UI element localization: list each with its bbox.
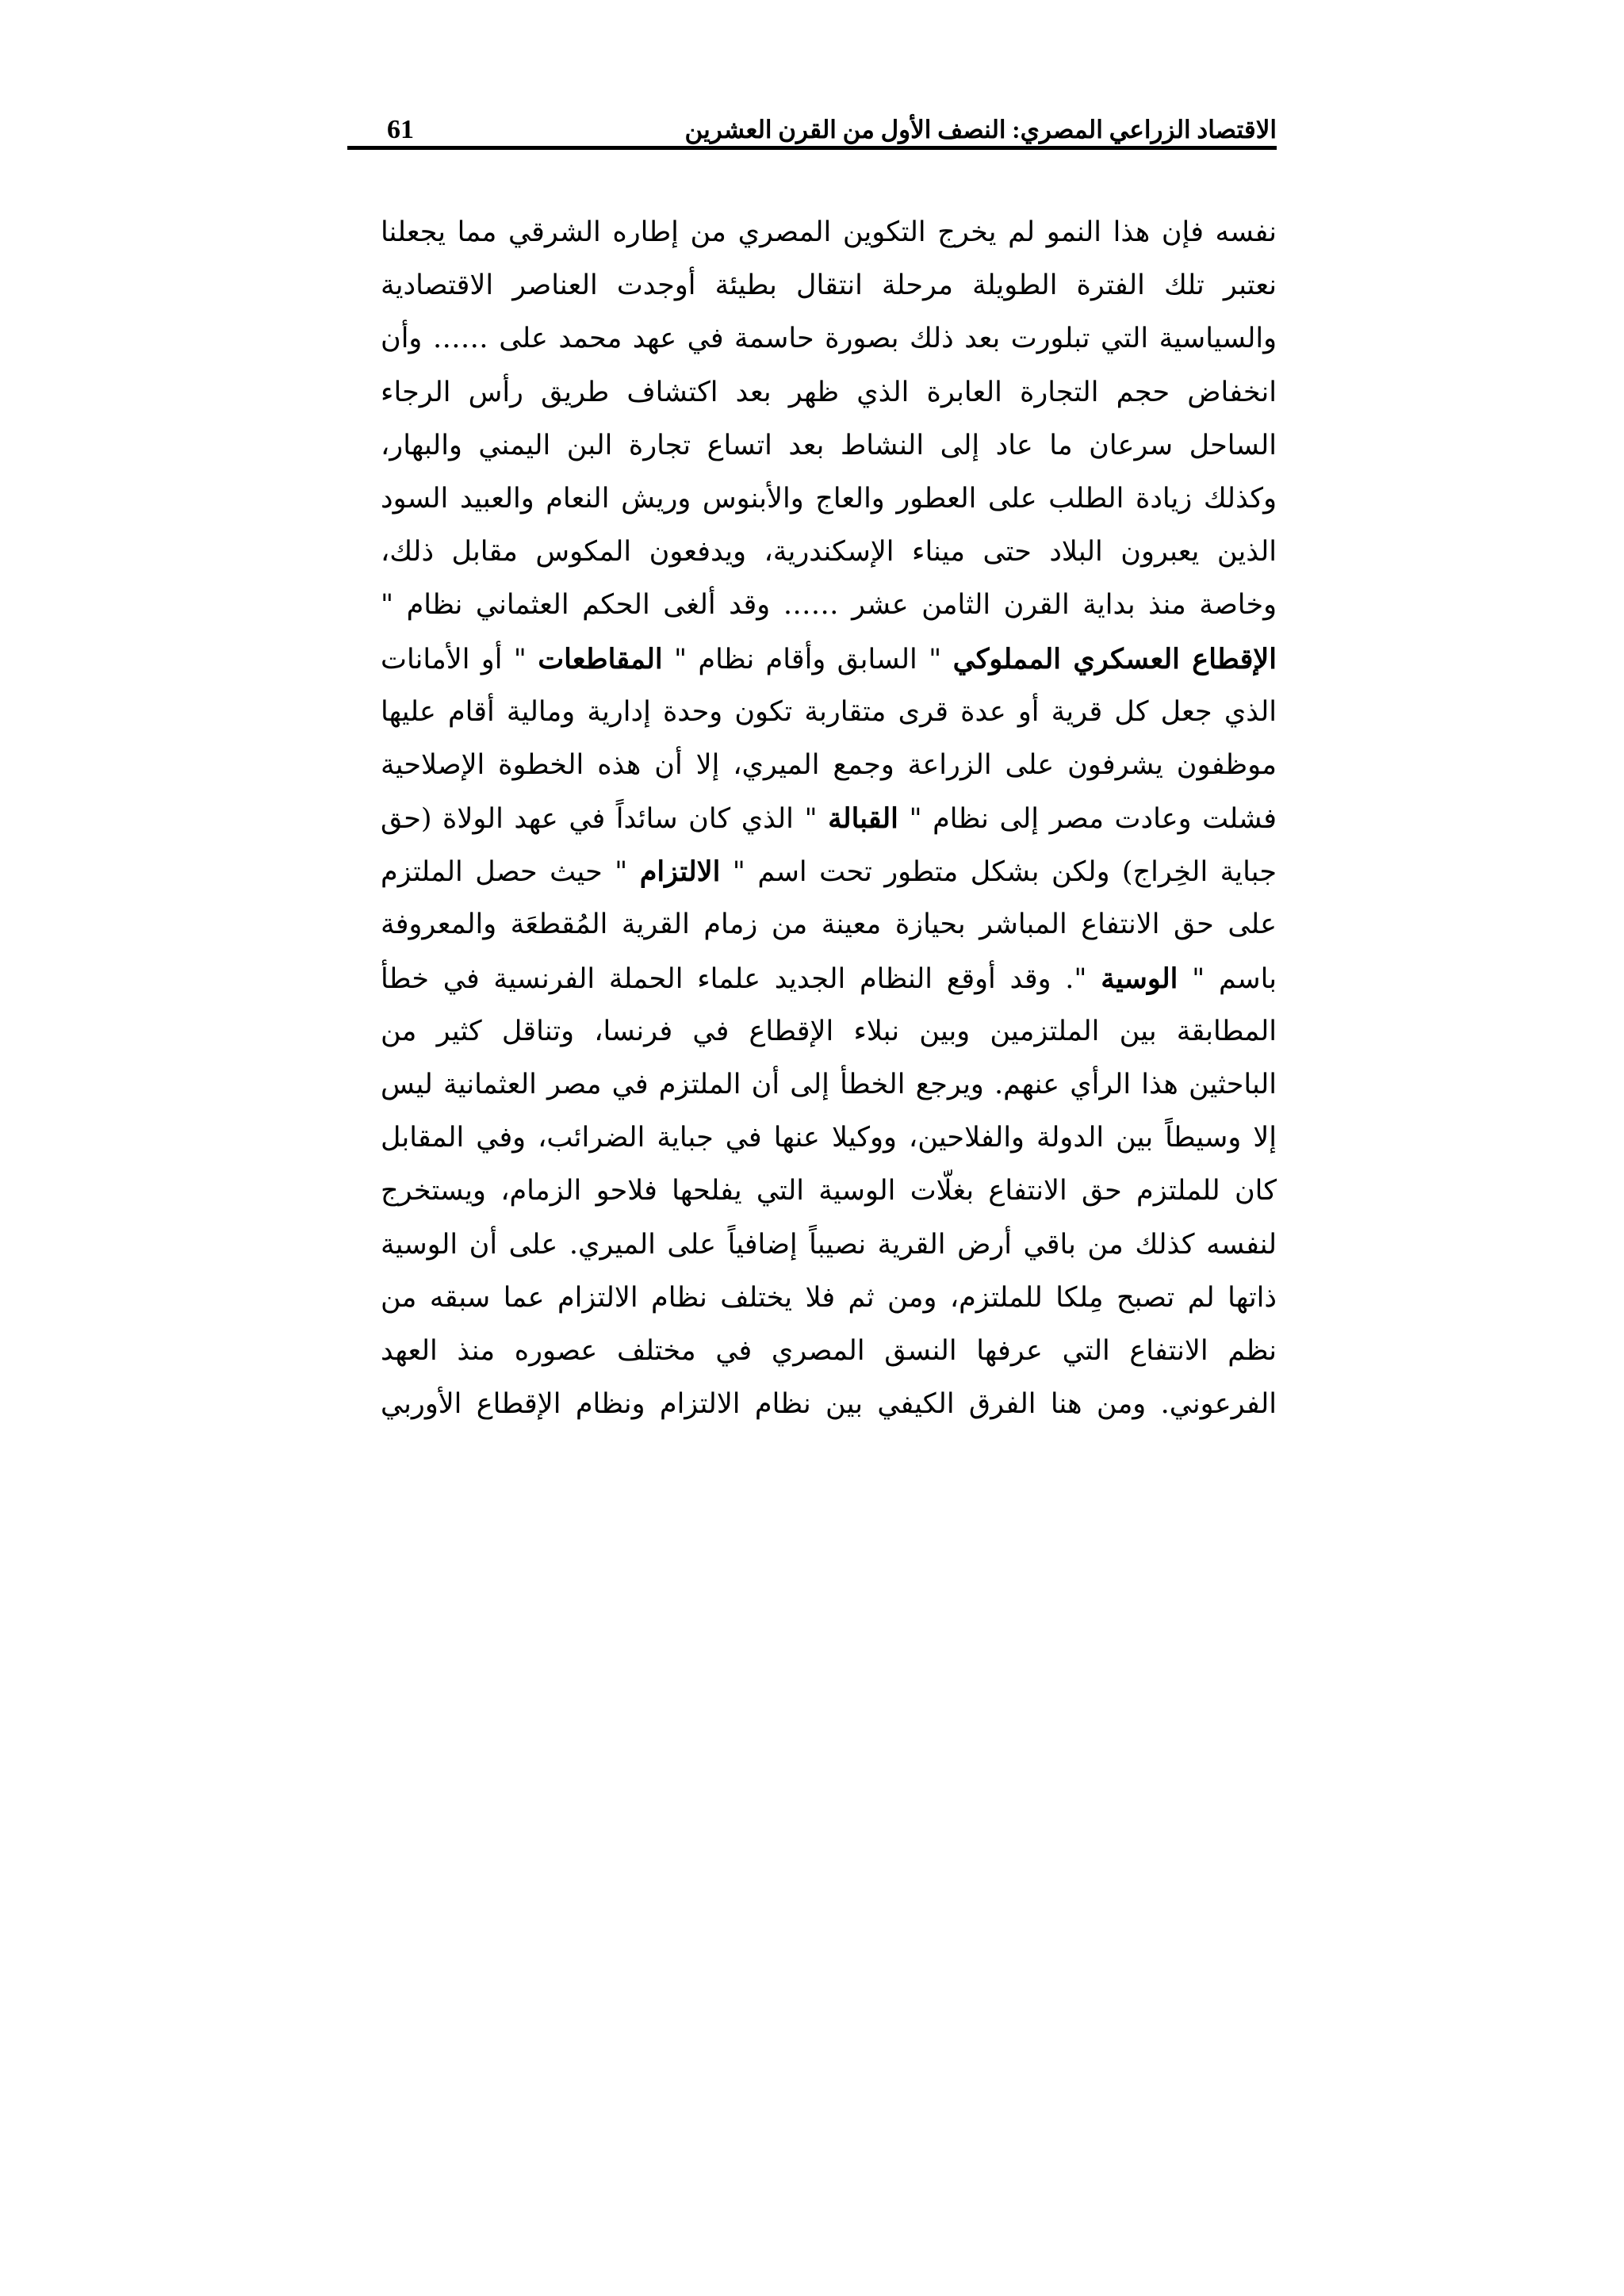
text-segment: " السابق وأقام نظام " (662, 643, 953, 675)
text-line: ذاتها لم تصبح مِلكا للملتزم، ومن ثم فلا يختلف نظام الالتزام عما سبقه من (381, 1281, 1277, 1314)
running-header (347, 101, 1277, 146)
text-line: الذي جعل كل قرية أو عدة قرى متقاربة تكون وحدة إدارية ومالية أقام عليها (381, 695, 1277, 728)
header-rule (347, 146, 1277, 150)
text-line: الباحثين هذا الرأي عنهم. ويرجع الخطأ إلى أن الملتزم في مصر العثمانية ليس (381, 1069, 1277, 1100)
text-segment: باسم " (1178, 962, 1277, 995)
bold-term: الوسية (1101, 962, 1178, 995)
text-line: لنفسه كذلك من باقي أرض القرية نصيباً إضافياً على الميري. على أن الوسية (381, 1228, 1277, 1261)
text-line: وخاصة منذ بداية القرن الثامن عشر …… وقد ألغى الحكم العثماني نظام " (381, 589, 1277, 622)
text-line: كان للملتزم حق الانتفاع بغلّات الوسية التي يفلحها فلاحو الزمام، ويستخرج (381, 1175, 1277, 1207)
text-segment: " الذي كان سائداً في عهد الولاة (حق (381, 803, 829, 836)
text-line (381, 792, 1277, 845)
running-header-title: الاقتصاد الزراعي المصري: النصف الأول من القرن العشرين (684, 116, 1277, 144)
text-line: والسياسية التي تبلورت بعد ذلك بصورة حاسمة في عهد محمد على …… وأن (381, 323, 1277, 355)
text-line: انخفاض حجم التجارة العابرة الذي ظهر بعد اكتشاف طريق رأس الرجاء (381, 376, 1277, 408)
bold-term: الالتزام (639, 855, 721, 889)
text-line: الفرعوني. ومن هنا الفرق الكيفي بين نظام الالتزام ونظام الإقطاع الأوربي (381, 1388, 1277, 1421)
text-line: الذين يعبرون البلاد حتى ميناء الإسكندرية، ويدفعون المكوس مقابل ذلك، (381, 536, 1277, 568)
text-line (381, 633, 1277, 686)
text-line: الساحل سرعان ما عاد إلى النشاط بعد اتساع تجارة البن اليمني والبهار، (381, 429, 1277, 461)
body-text (381, 206, 1277, 1431)
text-line: على حق الانتفاع المباشر بحيازة معينة من زمام القرية المُقطعَة والمعروفة (381, 909, 1277, 941)
text-line (381, 845, 1277, 898)
text-line: نعتبر تلك الفترة الطويلة مرحلة انتقال بطيئة أوجدت العناصر الاقتصادية (381, 270, 1277, 302)
text-line: نظم الانتفاع التي عرفها النسق المصري في مختلف عصوره منذ العهد (381, 1334, 1277, 1367)
text-segment: جباية الخِراج) ولكن بشكل متطور تحت اسم " (720, 856, 1277, 889)
text-segment: " أو الأمانات (381, 643, 538, 675)
text-segment: ". وقد أوقع النظام الجديد علماء الحملة الفرنسية في خطأ (381, 962, 1101, 995)
text-line: نفسه فإن هذا النمو لم يخرج التكوين المصري من إطاره الشرقي مما يجعلنا (381, 216, 1277, 248)
bold-term: المقاطعات (538, 642, 663, 675)
text-line: إلا وسيطاً بين الدولة والفلاحين، ووكيلا عنها في جباية الضرائب، وفي المقابل (381, 1122, 1277, 1154)
page-number: 61 (387, 115, 414, 144)
text-line: وكذلك زيادة الطلب على العطور والعاج والأبنوس وريش النعام والعبيد السود (381, 482, 1277, 515)
bold-term: القبالة (828, 802, 898, 836)
text-line: المطابقة بين الملتزمين وبين نبلاء الإقطاع في فرنسا، وتناقل كثير من (381, 1015, 1277, 1047)
text-line (381, 952, 1277, 1005)
text-segment: فشلت وعادت مصر إلى نظام " (898, 803, 1277, 836)
bold-term: الإقطاع العسكري المملوكي (952, 642, 1277, 675)
text-segment: " حيث حصل الملتزم (381, 856, 640, 889)
text-line: موظفون يشرفون على الزراعة وجمع الميري، إلا أن هذه الخطوة الإصلاحية (381, 748, 1277, 781)
